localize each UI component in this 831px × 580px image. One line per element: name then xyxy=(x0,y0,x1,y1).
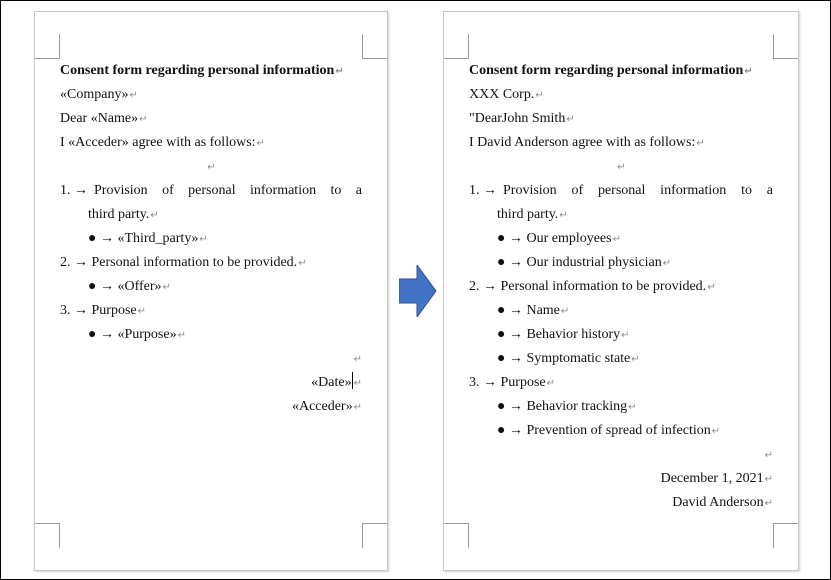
third-party-physician: ● → Our industrial physician xyxy=(497,255,662,270)
item-1-text: Provision of personal information to a xyxy=(503,183,773,198)
paragraph-mark-icon: ↵ xyxy=(711,426,721,437)
document-title xyxy=(469,59,773,83)
paragraph-mark-icon: ↵ xyxy=(256,138,265,149)
list-item xyxy=(469,227,773,251)
item-3-text: 3. → Purpose xyxy=(469,375,546,390)
paragraph-mark-icon: ↵ xyxy=(137,306,147,317)
list-item xyxy=(469,347,773,371)
list-item xyxy=(60,275,362,299)
paragraph-mark-icon: ↵ xyxy=(353,378,362,389)
paragraph-mark-icon: ↵ xyxy=(612,234,621,245)
agreement-line xyxy=(60,131,362,155)
paragraph-mark-icon: ↵ xyxy=(353,354,362,365)
document-title xyxy=(60,59,362,83)
empty-paragraph xyxy=(469,155,773,179)
paragraph-mark-icon: ↵ xyxy=(177,330,186,341)
signature-line xyxy=(469,491,773,515)
margin-corner-top-left xyxy=(35,34,60,59)
item-2-text: 2. → Personal information to be provided. xyxy=(469,279,707,294)
paragraph-mark-icon: ↵ xyxy=(764,498,773,509)
paragraph-mark-icon: ↵ xyxy=(628,402,637,413)
item-1-number: 1. → xyxy=(469,183,497,198)
paragraph-mark-icon: ↵ xyxy=(353,402,362,413)
paragraph-mark-icon: ↵ xyxy=(621,330,630,341)
paragraph-mark-icon: ↵ xyxy=(560,306,570,317)
merged-document-page[interactable] xyxy=(443,11,799,571)
date-merge-field: «Date» xyxy=(311,375,352,390)
paragraph-mark-icon: ↵ xyxy=(631,354,640,365)
paragraph-mark-icon: ↵ xyxy=(129,90,138,101)
company-line xyxy=(60,83,362,107)
paragraph-mark-icon: ↵ xyxy=(162,282,171,293)
item-1-line-a xyxy=(469,179,773,203)
item-2-line xyxy=(60,251,362,275)
paragraph-mark-icon: ↵ xyxy=(744,66,753,77)
item-3-line xyxy=(469,371,773,395)
offer-symptomatic-state: ● → Symptomatic state xyxy=(497,351,631,366)
paragraph-mark-icon: ↵ xyxy=(207,162,216,173)
company-text: XXX Corp. xyxy=(469,87,535,102)
document-body[interactable] xyxy=(469,59,773,515)
signer-name: David Anderson xyxy=(672,495,764,510)
third-party-employees: ● → Our employees xyxy=(497,231,612,246)
empty-paragraph xyxy=(60,155,362,179)
list-item xyxy=(469,395,773,419)
item-1-number: 1. → xyxy=(60,183,88,198)
date-line xyxy=(60,371,362,395)
date-line xyxy=(469,467,773,491)
margin-corner-bottom-left xyxy=(444,523,469,548)
offer-behavior-history: ● → Behavior history xyxy=(497,327,621,342)
list-item xyxy=(60,323,362,347)
paragraph-mark-icon: ↵ xyxy=(707,282,716,293)
list-item xyxy=(469,251,773,275)
purpose-merge-field: ● → «Purpose» xyxy=(88,327,177,342)
paragraph-mark-icon: ↵ xyxy=(139,114,148,125)
margin-corner-top-right xyxy=(362,34,387,59)
company-merge-field: «Company» xyxy=(60,87,129,102)
agreement-text: I «Acceder» agree with as follows: xyxy=(60,135,256,150)
paragraph-mark-icon: ↵ xyxy=(764,474,773,485)
third-party-merge-field: ● → «Third_party» xyxy=(88,231,199,246)
paragraph-mark-icon: ↵ xyxy=(559,210,568,221)
margin-corner-top-right xyxy=(773,34,798,59)
list-item xyxy=(60,227,362,251)
paragraph-mark-icon: ↵ xyxy=(696,138,705,149)
document-title-text: Consent form regarding personal information xyxy=(60,63,335,78)
paragraph-mark-icon: ↵ xyxy=(617,162,626,173)
item-1-text: Provision of personal information to a xyxy=(94,183,362,198)
offer-name: ● → Name xyxy=(497,303,560,318)
paragraph-mark-icon: ↵ xyxy=(199,234,208,245)
empty-paragraph xyxy=(469,443,773,467)
paragraph-mark-icon: ↵ xyxy=(335,66,344,77)
paragraph-mark-icon: ↵ xyxy=(298,258,307,269)
list-item xyxy=(469,299,773,323)
item-3-text: 3. → Purpose xyxy=(60,303,137,318)
item-1-text-continued: third party. xyxy=(88,207,150,222)
empty-paragraph xyxy=(60,347,362,371)
item-2-line xyxy=(469,275,773,299)
item-3-line xyxy=(60,299,362,323)
item-1-text-continued: third party. xyxy=(497,207,559,222)
agreement-line xyxy=(469,131,773,155)
margin-corner-bottom-left xyxy=(35,523,60,548)
purpose-behavior-tracking: ● → Behavior tracking xyxy=(497,399,628,414)
offer-merge-field: ● → «Offer» xyxy=(88,279,162,294)
item-1-line-b xyxy=(60,203,362,227)
salutation-line xyxy=(60,107,362,131)
paragraph-mark-icon: ↵ xyxy=(566,114,575,125)
acceder-merge-field: «Acceder» xyxy=(291,399,353,414)
salutation-text: "DearJohn Smith xyxy=(469,111,566,126)
right-arrow-icon xyxy=(399,265,437,317)
list-item xyxy=(469,419,773,443)
item-1-line-b xyxy=(469,203,773,227)
paragraph-mark-icon: ↵ xyxy=(535,90,544,101)
salutation-text: Dear «Name» xyxy=(60,111,139,126)
company-line xyxy=(469,83,773,107)
document-title-text: Consent form regarding personal information xyxy=(469,63,744,78)
item-1-line-a xyxy=(60,179,362,203)
margin-corner-top-left xyxy=(444,34,469,59)
document-body[interactable] xyxy=(60,59,362,419)
agreement-text: I David Anderson agree with as follows: xyxy=(469,135,696,150)
date-text: December 1, 2021 xyxy=(660,471,764,486)
signature-line xyxy=(60,395,362,419)
paragraph-mark-icon: ↵ xyxy=(662,258,672,269)
paragraph-mark-icon: ↵ xyxy=(150,210,159,221)
template-document-page[interactable] xyxy=(34,11,388,571)
text-cursor xyxy=(352,372,353,389)
item-2-text: 2. → Personal information to be provided. xyxy=(60,255,298,270)
margin-corner-bottom-right xyxy=(362,523,387,548)
list-item xyxy=(469,323,773,347)
margin-corner-bottom-right xyxy=(773,523,798,548)
purpose-prevention-infection: ● → Prevention of spread of infection xyxy=(497,423,711,438)
paragraph-mark-icon: ↵ xyxy=(546,378,556,389)
paragraph-mark-icon: ↵ xyxy=(764,450,773,461)
salutation-line xyxy=(469,107,773,131)
